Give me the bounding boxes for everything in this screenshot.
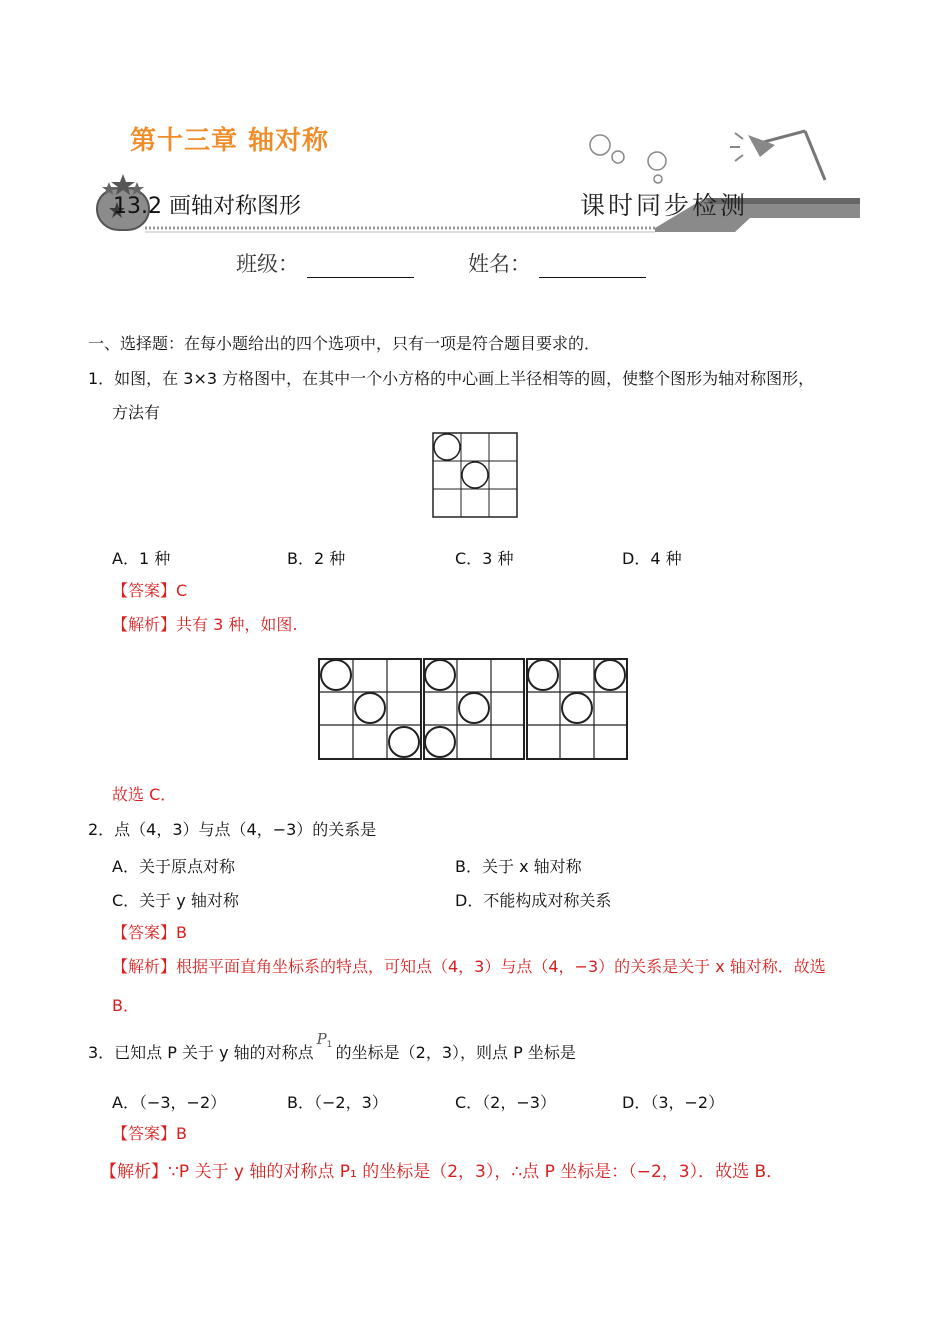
q3-option-d[interactable]: D．（3，−2） [622, 1093, 725, 1112]
section-title: 13.2 画轴对称图形 [113, 194, 301, 219]
q3-p1-symbol [314, 1030, 336, 1063]
q3-option-c[interactable]: C．（2，−3） [455, 1093, 556, 1112]
q1-solution-figure [316, 656, 634, 764]
q3-analysis: 【解析】∵P 关于 y 轴的对称点 P₁ 的坐标是（2，3），∴点 P 坐标是：（−2，3）．故选 B． [100, 1162, 784, 1182]
solution-grid-2 [424, 659, 524, 759]
name-label: 姓名： [468, 252, 531, 276]
q2-analysis-line2: B． [112, 996, 139, 1015]
q3-option-b[interactable]: B．（−2，3） [287, 1093, 388, 1112]
q3-p1-subscript: 1 [326, 1040, 333, 1050]
q1-option-a[interactable]: A．1 种 [112, 549, 171, 568]
q1-option-d[interactable]: D．4 种 [622, 549, 682, 568]
q3-stem-part-a: 3．已知点 P 关于 y 轴的对称点 [88, 1043, 314, 1062]
chapter-title: 第十三章 轴对称 [130, 126, 330, 156]
series-title: 课时同步检测 [580, 191, 749, 220]
q2-option-a[interactable]: A．关于原点对称 [112, 857, 235, 876]
q2-analysis-line1: 【解析】根据平面直角坐标系的特点，可知点（4，3）与点（4，−3）的关系是关于 x 轴对称．故选 [112, 957, 826, 976]
q1-grid-figure [432, 432, 518, 518]
q2-stem: 2．点（4，3）与点（4，−3）的关系是 [88, 820, 377, 839]
solution-grid-3 [527, 659, 627, 759]
solution-grid-1 [319, 659, 421, 759]
q1-stem-line1: 1．如图，在 3×3 方格图中，在其中一个小方格的中心画上半径相等的圆，使整个图形为轴对称图形， [88, 369, 815, 388]
q1-analysis: 【解析】共有 3 种，如图. [112, 615, 298, 634]
q3-option-a[interactable]: A．（−3，−2） [112, 1093, 227, 1112]
name-field [468, 248, 646, 278]
q1-answer: 【答案】C [112, 581, 188, 600]
q2-option-d[interactable]: D．不能构成对称关系 [455, 891, 612, 910]
class-field [236, 248, 414, 278]
q2-answer: 【答案】B [112, 923, 187, 942]
q1-stem-line2: 方法有 [112, 403, 161, 422]
q3-p1-letter: P [316, 1030, 327, 1048]
section-intro: 一、选择题：在每小题给出的四个选项中，只有一项是符合题目要求的． [88, 334, 601, 353]
q3-stem-part-b: 的坐标是（2，3），则点 P 坐标是 [335, 1043, 576, 1062]
q1-option-b[interactable]: B．2 种 [287, 549, 346, 568]
q3-answer: 【答案】B [112, 1124, 187, 1143]
bubbles-lamp-decoration [580, 125, 840, 185]
class-blank[interactable] [307, 255, 414, 278]
q2-option-b[interactable]: B．关于 x 轴对称 [455, 857, 582, 876]
q1-option-c[interactable]: C．3 种 [455, 549, 514, 568]
name-blank[interactable] [539, 255, 646, 278]
q2-option-c[interactable]: C．关于 y 轴对称 [112, 891, 239, 910]
class-label: 班级： [236, 252, 299, 276]
q3-stem [88, 1030, 576, 1063]
q1-conclusion: 故选 C． [112, 785, 177, 804]
